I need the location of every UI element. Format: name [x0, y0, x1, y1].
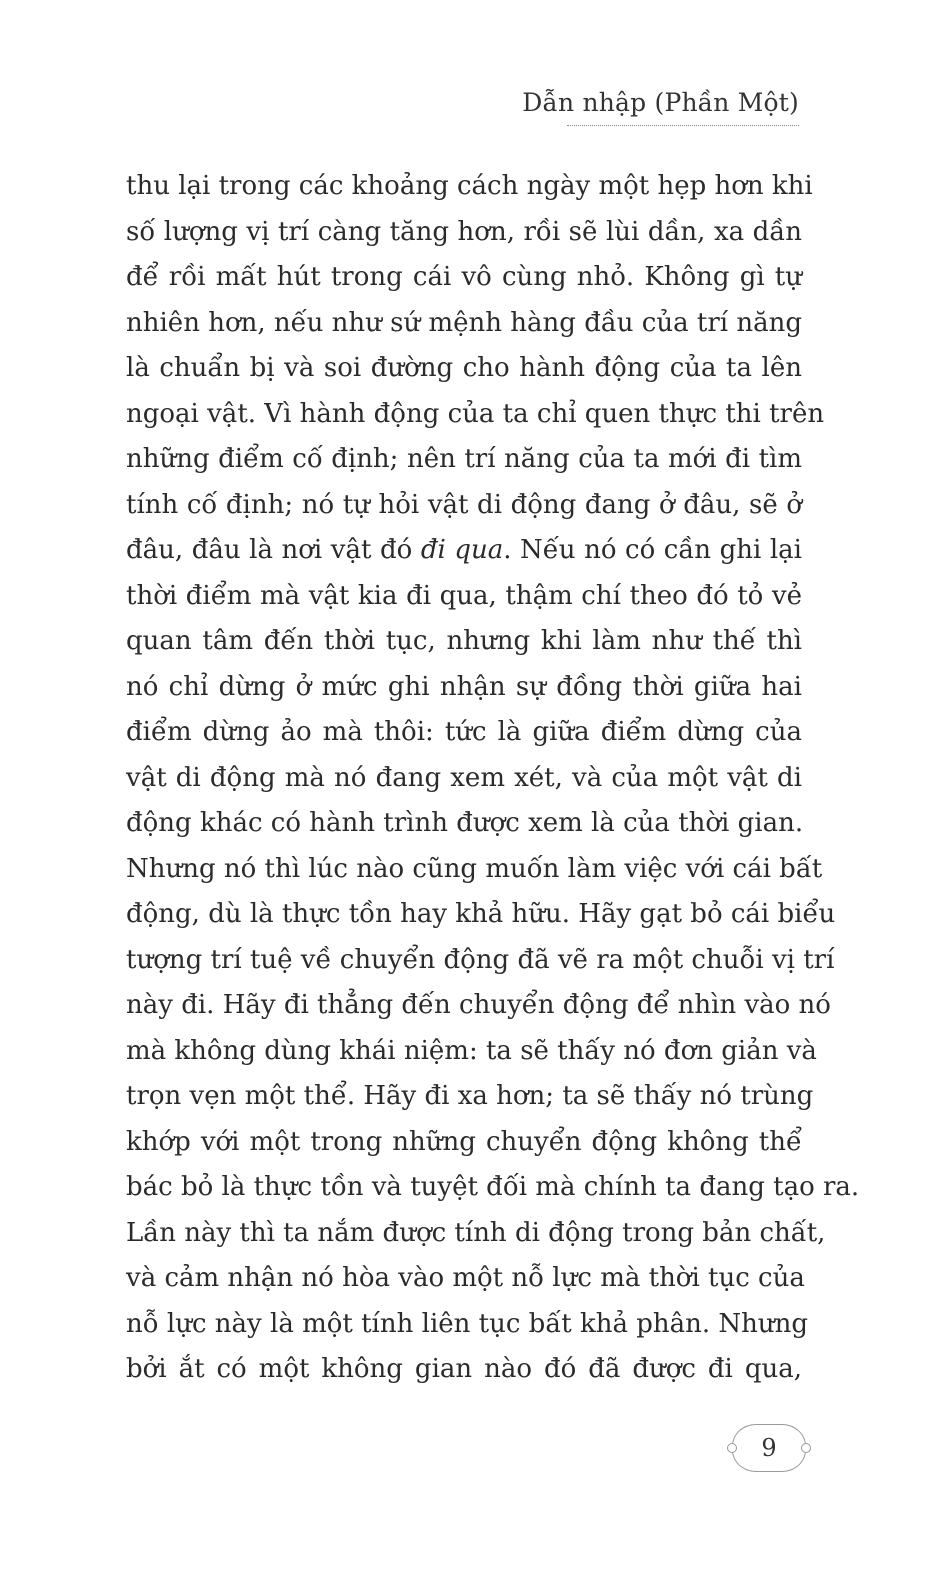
text-line: tính cố định; nó tự hỏi vật di động đang ở đâu, sẽ ở: [126, 489, 802, 520]
page-number: 9: [761, 1434, 777, 1462]
text-line: quan tâm đến thời tục, nhưng khi làm như thế thì: [126, 626, 802, 656]
text-line: động, dù là thực tồn hay khả hữu. Hãy gạt bỏ cái biểu: [126, 899, 836, 929]
text-line: động khác có hành trình được xem là của thời gian.: [126, 808, 804, 838]
running-header-title: Dẫn nhập (Phần Một): [522, 88, 799, 117]
text-line: khớp với một trong những chuyển động không thể: [126, 1126, 802, 1157]
body-text: [126, 164, 860, 1393]
text-line: mà không dùng khái niệm: ta sẽ thấy nó đơn giản và: [126, 1035, 817, 1066]
text-segment: . Nếu nó có cần ghi lại: [503, 535, 802, 565]
text-line: là chuẩn bị và soi đường cho hành động của ta lên: [126, 353, 802, 383]
text-line: trọn vẹn một thể. Hãy đi xa hơn; ta sẽ thấy nó trùng: [126, 1081, 814, 1111]
text-line: bởi ắt có một không gian nào đó đã được đi qua,: [126, 1354, 802, 1384]
text-line-with-italic: [126, 528, 802, 574]
text-line: vật di động mà nó đang xem xét, và của một vật di: [126, 762, 802, 793]
text-line: số lượng vị trí càng tăng hơn, rồi sẽ lùi dần, xa dần: [126, 216, 802, 247]
text-line: tượng trí tuệ về chuyển động đã vẽ ra một chuỗi vị trí: [126, 944, 835, 975]
text-line: nhiên hơn, nếu như sứ mệnh hàng đầu của trí năng: [126, 307, 802, 338]
text-line: thu lại trong các khoảng cách ngày một hẹp hơn khi: [126, 171, 813, 201]
italic-term: đi qua: [420, 535, 504, 565]
text-line: bác bỏ là thực tồn và tuyệt đối mà chính ta đang tạo ra.: [126, 1172, 860, 1202]
header-dotted-rule: [567, 122, 799, 126]
text-line: này đi. Hãy đi thẳng đến chuyển động để nhìn vào nó: [126, 990, 831, 1020]
page-number-ornament: [732, 1424, 806, 1472]
text-line: nỗ lực này là một tính liên tục bất khả phân. Nhưng: [126, 1308, 809, 1339]
text-line: những điểm cố định; nên trí năng của ta mới đi tìm: [126, 444, 802, 474]
text-line: và cảm nhận nó hòa vào một nỗ lực mà thời tục của: [126, 1263, 805, 1293]
text-line: thời điểm mà vật kia đi qua, thậm chí theo đó tỏ vẻ: [126, 580, 802, 611]
text-line: điểm dừng ảo mà thôi: tức là giữa điểm dừng của: [126, 717, 802, 747]
text-line: Lần này thì ta nắm được tính di động trong bản chất,: [126, 1217, 826, 1248]
text-segment: đâu, đâu là nơi vật đó: [126, 535, 421, 565]
text-line: Nhưng nó thì lúc nào cũng muốn làm việc với cái bất: [126, 853, 823, 884]
text-line: nó chỉ dừng ở mức ghi nhận sự đồng thời giữa hai: [126, 671, 802, 702]
text-line: ngoại vật. Vì hành động của ta chỉ quen thực thi trên: [126, 398, 825, 429]
text-line: để rồi mất hút trong cái vô cùng nhỏ. Không gì tự: [126, 262, 802, 292]
